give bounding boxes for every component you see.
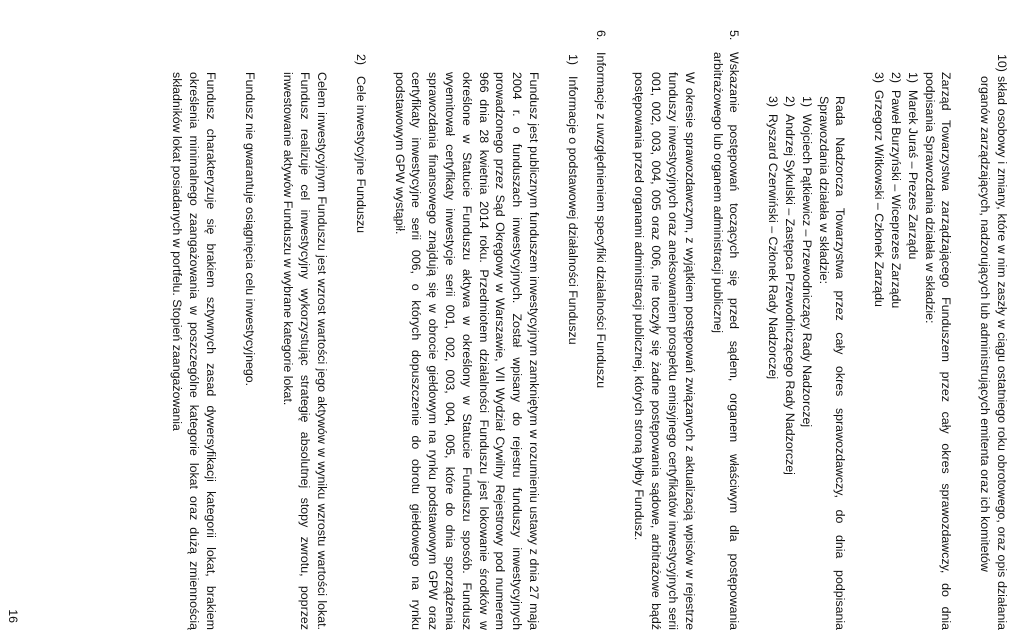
section-5-heading (709, 30, 743, 630)
list-item-number: 1) (905, 72, 920, 84)
section-6-2-heading-text: Cele inwestycyjne Funduszu (353, 76, 368, 234)
rada-member-list (764, 96, 814, 630)
section-6-heading (592, 30, 609, 630)
list-item (798, 96, 815, 630)
section-6-number: 6. (593, 30, 608, 41)
list-item (887, 72, 904, 630)
list-item (764, 96, 781, 630)
section-6-heading-text: Informacje z uwzględnieniem specyfiki działalności Funduszu (593, 52, 608, 389)
page-number: 16 (5, 609, 20, 623)
zarzad-intro: Zarząd Towarzystwa zarządzającego Funduszem przez cały okres sprawozdawczy, do dnia podpisania Sprawozdania działała w składzie: (922, 72, 954, 630)
zarzad-member-list (870, 72, 920, 630)
list-item (904, 72, 921, 630)
section-10-number: 10) (995, 54, 1009, 72)
section-6-1-text: Fundusz jest publicznym funduszem inwestycyjnym zamkniętym w rozumieniu ustawy z dnia 27 maja 2004 r. o funduszach inwestycyjnych. Został wpisany do rejestru funduszy inwestycyjnych prowadzonego przez Sąd Okręgowy w Warszawie, VII Wydział Cywilny Rejestrowy pod numerem 966 dnia 28 kwietnia 2014 roku. Przedmiotem działalności Funduszu jest lokowanie środków w określone w Statucie Funduszu aktywa w określony w Statucie Funduszu sposób. Fundusz wyemitował certyfikaty inwestycje serii 001, 002, 003, 004, 005, które do dnia sporządzenia sprawozdania finansowego znajdują się w obrocie giełdowym na rynku podstawowym GPW oraz certyfikaty inwestycyjne serii 006, o których dopuszczenie do obrotu giełdowego na rynku podstawowym GPW wystąpił. (392, 72, 542, 630)
section-6-1-heading (564, 54, 581, 630)
section-5-number: 5. (727, 30, 742, 41)
page-content (169, 30, 1010, 630)
list-item (870, 72, 887, 630)
list-item-number: 2) (889, 72, 904, 84)
list-item-text: Paweł Burzyński – Wiceprezes Zarządu (889, 90, 904, 309)
section-6-1-number: 1) (565, 54, 580, 66)
list-item-text: Ryszard Czerwiński – Członek Rady Nadzorczej (766, 114, 781, 380)
section-10-paragraph (976, 54, 1010, 630)
list-item-number: 3) (872, 72, 887, 84)
section-6-2-text-2: Fundusz nie gwarantuje osiągnięcia celu inwestycyjnego. (242, 72, 257, 387)
list-item-number: 1) (799, 96, 814, 108)
list-item-text: Marek Juraś – Prezes Zarządu (905, 90, 920, 260)
section-6-2-text-3: Fundusz charakteryzuje się brakiem sztywnych zasad dywersyfikacji kategorii lokat, brakiem określenia minimalnego zaangażowania w poszczególne kategorie lokat oraz dużą zmiennością składników lokat posiadanych w portfelu. Stopień zaangażowania (170, 72, 218, 630)
section-6-1-heading-text: Informacje o podstawowej działalności Funduszu (565, 76, 580, 345)
section-5-text: W okresie sprawozdawczym, z wyjątkiem postępowań związanych z aktualizacją wpisów w rejestrze funduszy inwestycyjnych oraz aneksowaniem prospektu emisyjnego certyfikatów inwestycyjnych serii 001, 002, 003, 004, 005 oraz 006, nie toczyły się żadne postępowania sądowe, arbitrażowe bądź postępowania przed organami administracji publicznej, których stroną byłby Fundusz. (632, 72, 697, 630)
section-10-text: skład osobowy i zmiany, które w nim zaszły w ciągu ostatniego roku obrotowego, oraz opis działania organów zarządzających, nadzorujących lub administrujących emitenta oraz ich komitetów (978, 76, 1009, 630)
list-item (781, 96, 798, 630)
section-6-2-heading (352, 54, 369, 630)
list-item-text: Andrzej Sykulski – Zastępca Przewodniczącego Rady Nadzorczej (783, 114, 798, 475)
section-6-2-number: 2) (353, 54, 368, 66)
list-item-number: 3) (766, 96, 781, 108)
section-6-2-text-1: Celem inwestycyjnym Funduszu jest wzrost wartości jego aktywów w wyniku wzrostu wartości lokat. Fundusz realizuje cel inwestycyjny wykorzystując strategię absolutnej stopy zwrotu, poprzez inwestowanie aktywów Funduszu w wybrane kategorie lokat. (281, 72, 330, 630)
list-item-number: 2) (783, 96, 798, 108)
rada-intro: Rada Nadzorcza Towarzystwa przez cały okres sprawozdawczy, do dnia podpisania Sprawozdania działała w składzie: (816, 96, 848, 630)
list-item-text: Grzegorz Witkowski – Członek Zarządu (872, 90, 887, 307)
section-5-heading-text: Wskazanie postępowań toczących się przed sądem, organem właściwym dla postępowania arbitrażowego lub organem administracji publicznej (710, 52, 742, 630)
list-item-text: Wojciech Pątkiewicz – Przewodniczący Rady Nadzorczej (799, 114, 814, 428)
